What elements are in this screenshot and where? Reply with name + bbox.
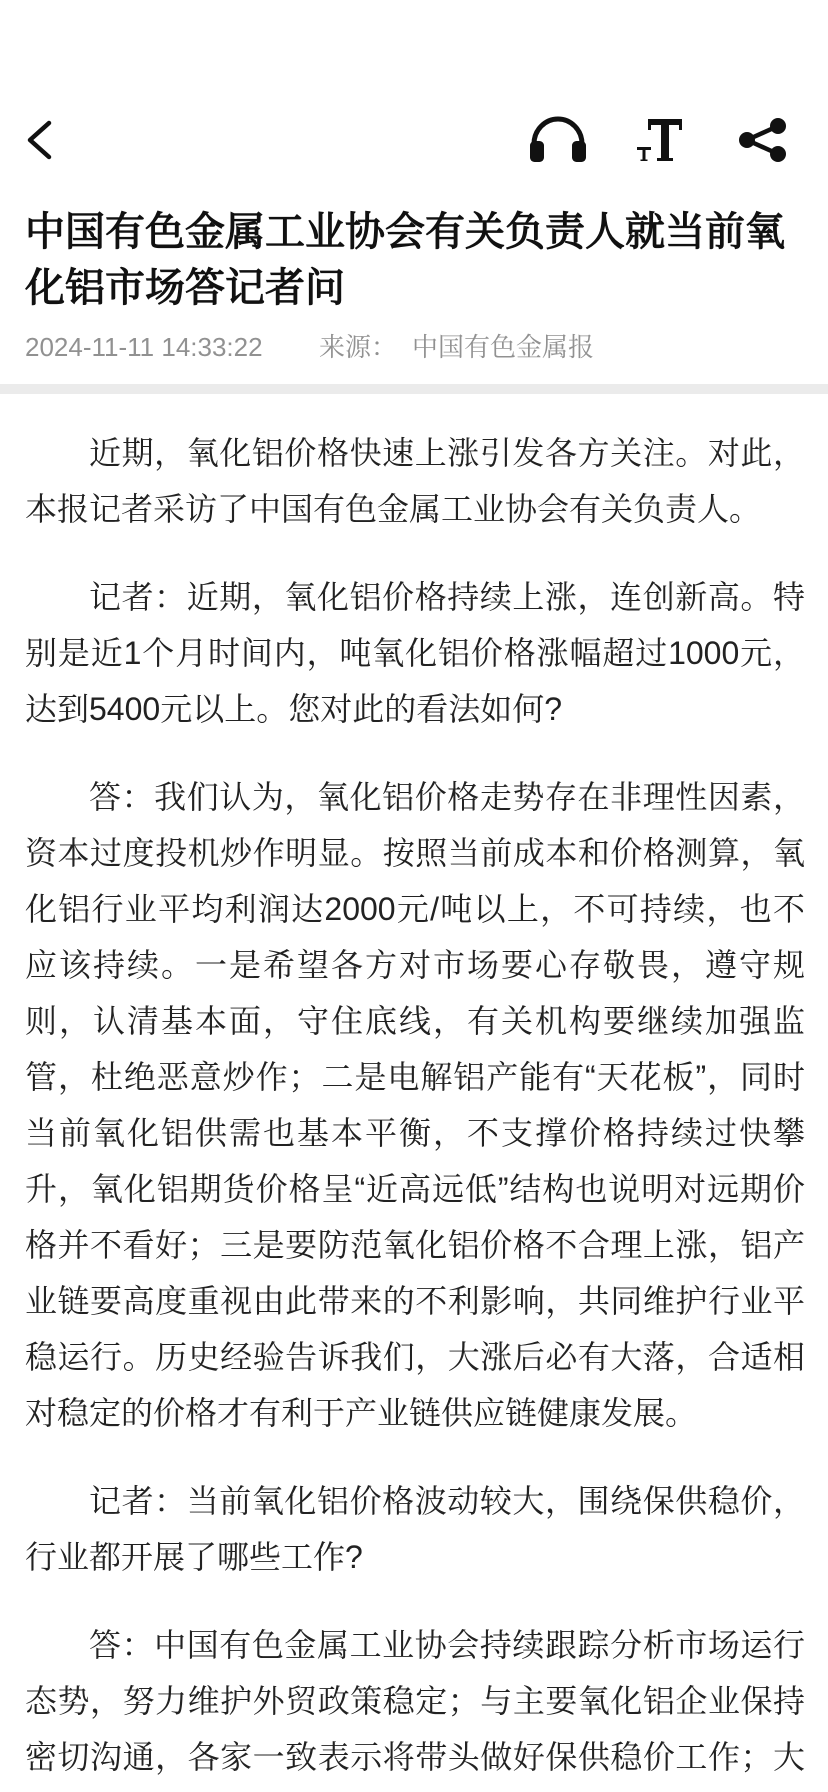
article-paragraph <box>25 1617 805 1785</box>
paragraph-line: 答：中国有色金属工业协会持续跟踪分析市场运行 <box>89 1627 805 1663</box>
article-title: 中国有色金属工业协会有关负责人就当前氧化铝市场答记者问 <box>25 210 785 310</box>
source-name: 中国有色金属报 <box>412 332 595 362</box>
article-meta <box>25 333 805 361</box>
paragraph-line: 答：我们认为，氧化铝价格走势存在非理性因素， <box>89 779 805 815</box>
paragraph-line: 则，认清基本面，守住底线，有关机构要继续加强监 <box>25 1003 805 1039</box>
paragraph-line: 升，氧化铝期货价格呈“近高远低”结构也说明对远期价 <box>25 1171 805 1207</box>
article-body <box>25 425 805 1785</box>
paragraph-line: 记者：当前氧化铝价格波动较大，围绕保供稳价， <box>89 1483 805 1519</box>
section-divider <box>0 384 828 394</box>
paragraph-line: 稳运行。历史经验告诉我们，大涨后必有大落，合适相 <box>25 1339 805 1375</box>
paragraph-line: 记者：近期，氧化铝价格持续上涨，连创新高。特 <box>89 579 805 615</box>
paragraph-line: 当前氧化铝供需也基本平衡，不支撑价格持续过快攀 <box>25 1115 805 1151</box>
back-button[interactable] <box>20 116 56 162</box>
paragraph-line: 业链要高度重视由此带来的不利影响，共同维护行业平 <box>25 1283 805 1319</box>
article-paragraph <box>25 1473 805 1585</box>
article-toolbar <box>0 100 828 180</box>
source-label: 来源： <box>319 332 398 362</box>
article-paragraph <box>25 569 805 737</box>
paragraph-line: 达到5400元以上。您对此的看法如何? <box>25 691 562 727</box>
paragraph-line: 管，杜绝恶意炒作；二是电解铝产能有“天花板”，同时 <box>25 1059 805 1095</box>
paragraph-line: 近期，氧化铝价格快速上涨引发各方关注。对此， <box>89 435 805 471</box>
article-paragraph <box>25 769 805 1441</box>
paragraph-line: 别是近1个月时间内，吨氧化铝价格涨幅超过1000元， <box>25 635 805 671</box>
paragraph-line: 本报记者采访了中国有色金属工业协会有关负责人。 <box>25 491 762 527</box>
paragraph-line: 格并不看好；三是要防范氧化铝价格不合理上涨，铝产 <box>25 1227 805 1263</box>
share-icon <box>737 116 789 164</box>
listen-audio-button[interactable] <box>527 116 589 164</box>
article-paragraph <box>25 425 805 537</box>
paragraph-line: 态势，努力维护外贸政策稳定；与主要氧化铝企业保持 <box>25 1683 805 1719</box>
share-button[interactable] <box>737 116 789 164</box>
headphones-icon <box>527 116 589 164</box>
paragraph-line: 对稳定的价格才有利于产业链供应链健康发展。 <box>25 1395 698 1431</box>
paragraph-line: 行业都开展了哪些工作? <box>25 1539 363 1575</box>
publish-datetime: 2024-11-11 14:33:22 <box>25 332 263 362</box>
paragraph-line: 应该持续。一是希望各方对市场要心存敬畏，遵守规 <box>25 947 805 983</box>
back-chevron-icon <box>20 116 56 162</box>
font-size-button[interactable] <box>636 116 684 164</box>
paragraph-line: 密切沟通，各家一致表示将带头做好保供稳价工作；大 <box>25 1739 805 1775</box>
text-size-icon <box>636 116 684 164</box>
paragraph-line: 化铝行业平均利润达2000元/吨以上，不可持续，也不 <box>25 891 805 927</box>
paragraph-line: 资本过度投机炒作明显。按照当前成本和价格测算，氧 <box>25 835 805 871</box>
